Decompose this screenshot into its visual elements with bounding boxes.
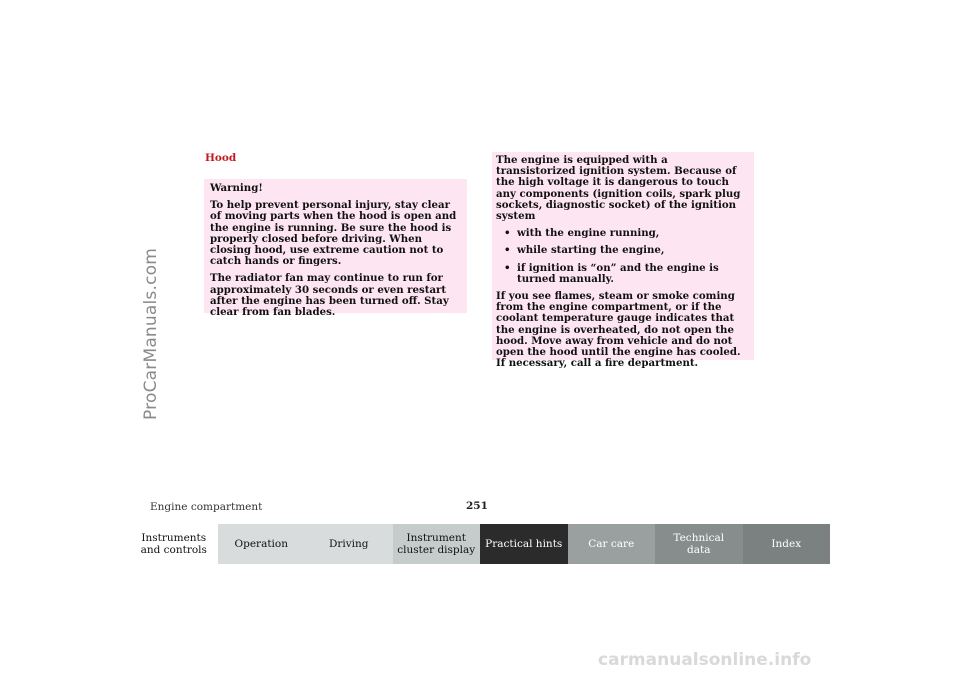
tab-operation[interactable]	[218, 524, 306, 564]
warning-paragraph-2: The radiator fan may continue to run for approximately 30 seconds or even restart after the engine has been turned off. Stay clear from fan blades.	[210, 272, 449, 319]
list-item-text: if ignition is “on” and the engine is turned manually.	[517, 261, 719, 285]
info-box	[492, 152, 754, 370]
warning-paragraph-1: To help prevent personal injury, stay clear of moving parts when the hood is open and the engine is running. Be sure the hood is properly closed before driving. When closing hood, use extreme caution not to catch hands or fingers.	[210, 199, 457, 268]
tab-label: Index	[771, 538, 802, 550]
info-closing: If you see flames, steam or smoke coming from the engine compartment, or if the coolant temperature gauge indicates that the engine is overheated, do not open the hood. Move away from vehicle and do not open the hood until the engine has cooled. If necessary, call a fire department.	[496, 290, 741, 370]
tab-label: Technical data	[673, 532, 725, 556]
tab-instruments-and-controls[interactable]	[130, 524, 218, 564]
bullet-icon: •	[504, 261, 511, 274]
warning-heading: Warning!	[210, 182, 263, 194]
site-watermark: carmanualsonline.info	[598, 650, 812, 670]
tab-label: Operation	[234, 538, 288, 550]
tab-label: Instruments and controls	[140, 532, 207, 556]
info-bullet-list	[496, 228, 750, 285]
tab-label: Practical hints	[485, 538, 563, 550]
page-number: 251	[466, 500, 488, 512]
bullet-icon: •	[504, 244, 511, 257]
bullet-icon: •	[504, 227, 511, 240]
tab-label: Instrument cluster display	[397, 532, 476, 556]
warning-box	[204, 179, 467, 319]
tab-instrument-cluster-display[interactable]	[393, 524, 481, 564]
list-item-text: while starting the engine,	[517, 244, 665, 257]
side-watermark: ProCarManuals.com	[141, 248, 161, 420]
info-intro: The engine is equipped with a transistorized ignition system. Because of the high voltage it is dangerous to touch any components (ignition coils, spark plug sockets, diagnostic socket) of the ignition system	[496, 154, 741, 223]
list-item	[496, 228, 750, 239]
list-item-text: with the engine running,	[517, 227, 660, 240]
chapter-nav-bar	[130, 524, 830, 564]
tab-practical-hints[interactable]	[480, 524, 568, 564]
list-item	[496, 263, 750, 285]
list-item	[496, 245, 750, 256]
tab-technical-data[interactable]	[655, 524, 743, 564]
tab-index[interactable]	[743, 524, 831, 564]
footer-section-name: Engine compartment	[150, 501, 263, 513]
tab-driving[interactable]	[305, 524, 393, 564]
tab-car-care[interactable]	[568, 524, 656, 564]
section-title: Hood	[205, 152, 237, 164]
tab-label: Car care	[588, 538, 635, 550]
tab-label: Driving	[328, 538, 369, 550]
